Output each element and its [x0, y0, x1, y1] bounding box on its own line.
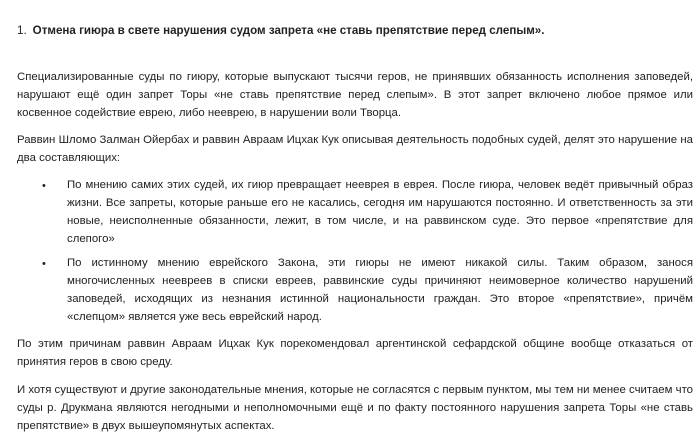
- paragraph-rabbis: Раввин Шломо Залман Ойербах и раввин Авраам Ицхак Кук описывая деятельность подобных судей, делят это нарушение на два составляющих:: [17, 134, 693, 164]
- paragraph-conclusion: И хотя существуют и другие законодательные мнения, которые не согласятся с первым пунктом, мы тем ни менее считаем что суды р. Друкмана являются негодными и неполномочными ещё и по факту постоянного нарушения запрета Торы «не ставь препятствие» в двух вышеупомянутых аспектах.: [17, 384, 693, 432]
- paragraph-intro: Специализированные суды по гиюру, которые выпускают тысячи геров, не принявших обязанность исполнения заповедей, нарушают ещё один запрет Торы «не ставь препятствие перед слепым». В этот запрет включено любое прямое или косвенное содействие еврею, либо нееврею, в нарушении воли Творца.: [17, 71, 693, 119]
- section-title: Отмена гиюра в свете нарушения судом запрета «не ставь препятствие перед слепым».: [32, 24, 545, 37]
- paragraph-recommendation: По этим причинам раввин Авраам Ицхак Кук порекомендовал аргентинской сефардской общине вообще отказаться от принятия геров в свою среду.: [17, 338, 693, 368]
- bullet-marker: •: [42, 258, 46, 270]
- list-item-text: По мнению самих этих судей, их гиюр превращает нееврея в еврея. После гиюра, человек ведёт привычный образ жизни. Все запреты, которые раньше его не касались, сегодня им нарушаются постоянно. И ответственность за эти новые, неисполненные обязанности, лежит, в том числе, и на раввинском суде. Это первое «препятствие для слепого»: [67, 179, 693, 245]
- list-item-text: По истинному мнению еврейского Закона, эти гиюры не имеют никакой силы. Таким образом, занося многочисленных неевреев в списки евреев, раввинские суды причиняют неимоверное количество нарушений заповедей, исходящих из незнания истинной национальности граждан. Это второе «препятствие», причём «слепцом» является уже весь еврейский народ.: [67, 257, 693, 323]
- bullet-marker: •: [42, 180, 46, 192]
- section-heading: [17, 24, 697, 38]
- section-number: 1.: [17, 24, 27, 37]
